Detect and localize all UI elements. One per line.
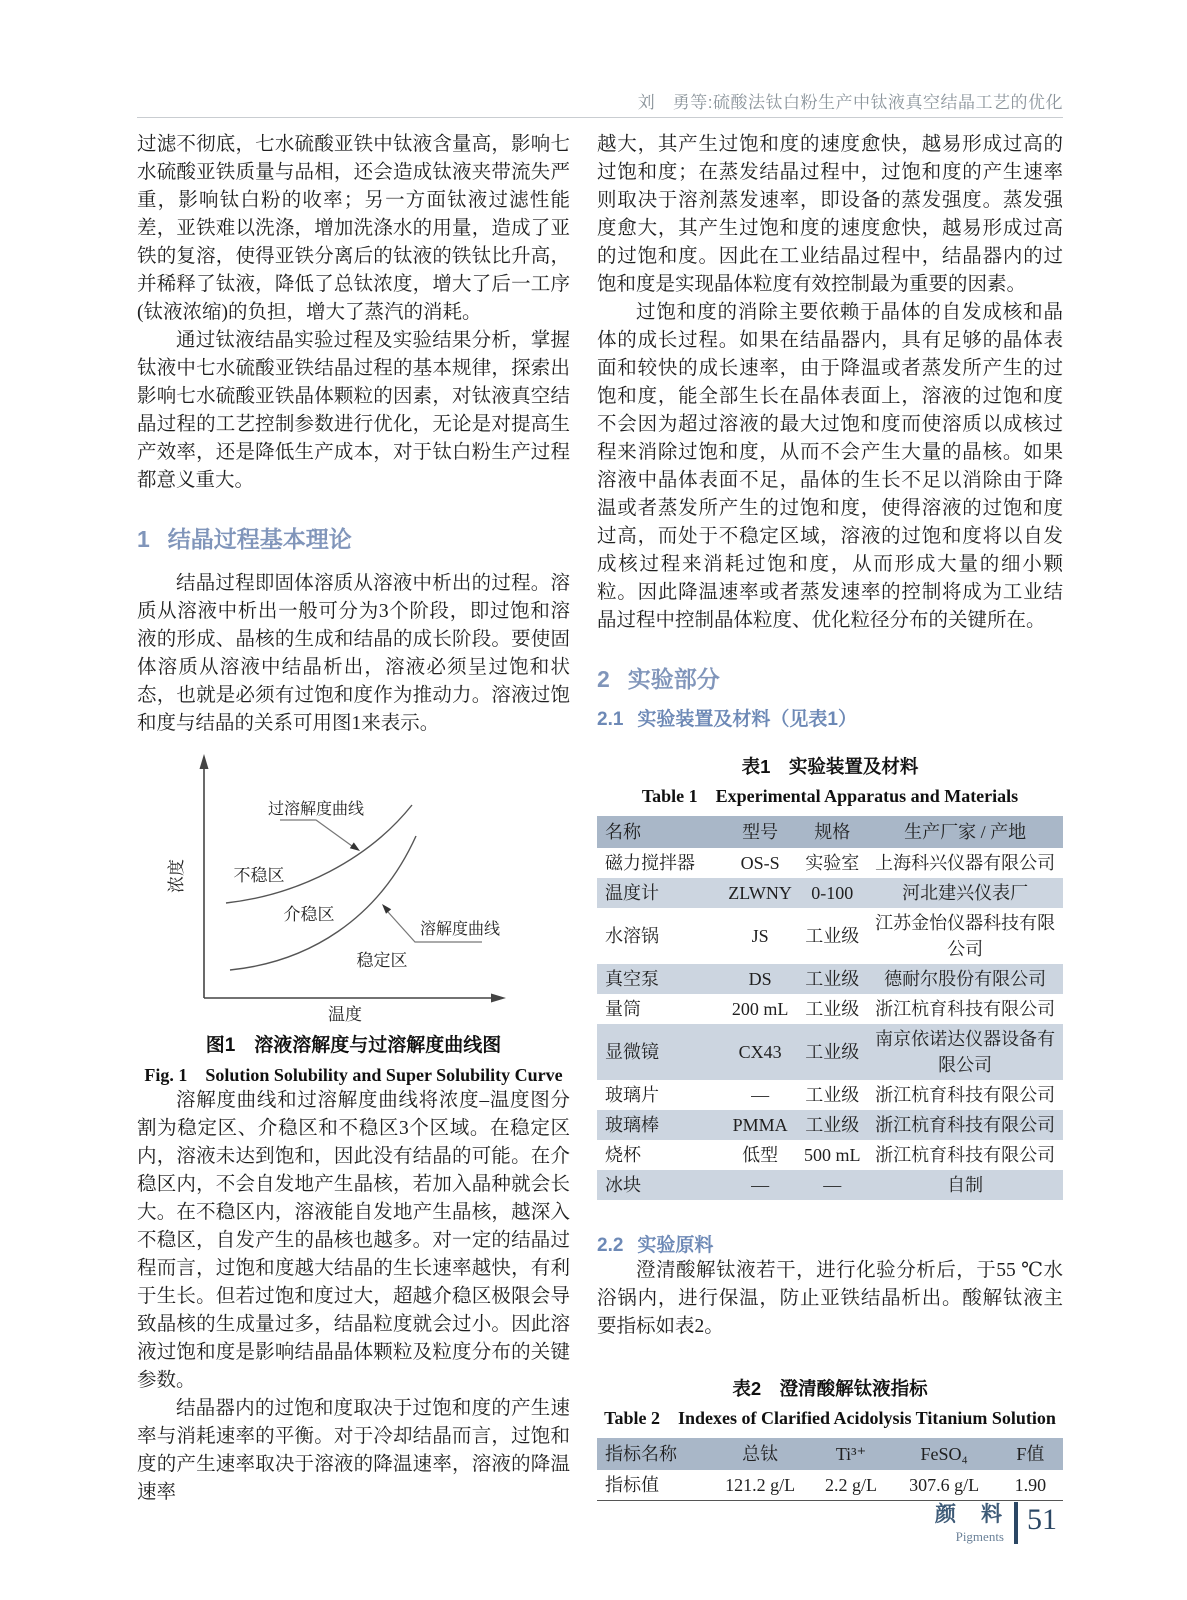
table-cell: 工业级 bbox=[805, 999, 860, 1019]
table-header-row bbox=[597, 816, 1063, 848]
column-header: 总钛 bbox=[709, 1438, 812, 1470]
table-cell: 0-100 bbox=[811, 883, 854, 903]
section-number: 1 bbox=[137, 526, 150, 552]
figure-1 bbox=[137, 748, 570, 1087]
column-header: 生产厂家 / 产地 bbox=[867, 816, 1063, 848]
column-header: FeSO₄ bbox=[891, 1438, 998, 1470]
journal-name-block bbox=[935, 1498, 1004, 1547]
table-2-caption bbox=[597, 1375, 1063, 1430]
table-cell: PMMA bbox=[732, 1115, 788, 1135]
table-cell: 玻璃棒 bbox=[605, 1115, 659, 1135]
x-axis-label: 温度 bbox=[327, 1005, 362, 1024]
table-row bbox=[597, 1170, 1063, 1200]
table-row bbox=[597, 1470, 1063, 1501]
table-row bbox=[597, 1140, 1063, 1170]
table-cell: — bbox=[751, 1085, 770, 1105]
table-cell: 温度计 bbox=[605, 883, 659, 903]
table-cell: 真空泵 bbox=[605, 969, 659, 989]
x-axis-arrow bbox=[491, 994, 506, 1003]
table-row bbox=[597, 878, 1063, 908]
column-header: 指标名称 bbox=[597, 1438, 709, 1470]
leader-arrow bbox=[382, 904, 391, 914]
table-cell: 上海科兴仪器有限公司 bbox=[875, 853, 1056, 873]
table-1-caption bbox=[597, 753, 1063, 808]
table-caption-en: Table 1 Experimental Apparatus and Materials bbox=[641, 786, 1019, 806]
table-cell: 307.6 g/L bbox=[909, 1475, 980, 1495]
table-row bbox=[597, 848, 1063, 878]
table-cell: 江苏金怡仪器科技有限公司 bbox=[875, 913, 1056, 959]
column-header: 名称 bbox=[597, 816, 723, 848]
table-cell: 1.90 bbox=[1014, 1475, 1047, 1495]
leader-arrow bbox=[349, 842, 359, 851]
table-cell: — bbox=[823, 1175, 842, 1195]
table-cell: 浙江杭育科技有限公司 bbox=[875, 999, 1056, 1019]
super-solubility-curve-label: 过溶解度曲线 bbox=[267, 801, 364, 818]
table-row bbox=[597, 1110, 1063, 1140]
paragraph: 过饱和度的消除主要依赖于晶体的自发成核和晶体的成长过程。如果在结晶器内，具有足够的晶体表面和较快的成长速率，由于降温或者蒸发所产生的过饱和度，能全部生长在晶体表面上，溶液的过饱和度不会因为超过溶液的最大过饱和度而使溶质以成核过程来消除过饱和度，从而不会产生大量的晶核。如果溶液中晶体表面不足，晶体的生长不足以消除由于降温或者蒸发所产生的过饱和度，使得溶液的过饱和度过高，而处于不稳定区域，溶液的过饱和度将以自发成核过程来消耗过饱和度，从而形成大量的细小颗粒。因此降温速率或者蒸发速率的控制将成为工业结晶过程中控制晶体粒度、优化粒径分布的关键所在。 bbox=[597, 302, 1063, 631]
table-cell: 工业级 bbox=[805, 1115, 860, 1135]
paragraph: 通过钛液结晶实验过程及实验结果分析，掌握钛液中七水硫酸亚铁结晶过程的基本规律，探索出影响七水硫酸亚铁晶体颗粒的因素，对钛液真空结晶过程的工艺控制参数进行优化，无论是对提高生产效率，还是降低生产成本，对于钛白粉生产过程都意义重大。 bbox=[137, 330, 570, 491]
table-cell: 玻璃片 bbox=[605, 1085, 659, 1105]
table-1 bbox=[597, 816, 1063, 1200]
page-footer bbox=[935, 1498, 1057, 1547]
table-cell: 工业级 bbox=[805, 926, 860, 946]
column-header: 规格 bbox=[797, 816, 867, 848]
table-cell: 冰块 bbox=[605, 1175, 641, 1195]
table-row bbox=[597, 908, 1063, 964]
table-cell: JS bbox=[751, 926, 769, 946]
section-title: 实验原料 bbox=[637, 1235, 714, 1256]
figure-caption-zh: 图1 溶液溶解度与过溶解度曲线图 bbox=[205, 1035, 502, 1056]
table-cell: 低型 bbox=[742, 1145, 779, 1165]
paragraph: 澄清酸解钛液若干，进行化验分析后，于55 ℃水浴锅内，进行保温，防止亚铁结晶析出。酸解钛液主要指标如表2。 bbox=[597, 1260, 1063, 1337]
column-header: Ti³⁺ bbox=[811, 1438, 890, 1470]
journal-name-zh: 颜 料 bbox=[935, 1503, 1004, 1526]
table-cell: 自制 bbox=[947, 1175, 984, 1195]
paragraph: 结晶器内的过饱和度取决于过饱和度的产生速率与消耗速率的平衡。对于冷却结晶而言，过饱和度的产生速率取决于溶液的降温速率，溶液的降温速率 bbox=[137, 1398, 570, 1503]
table-cell: DS bbox=[748, 969, 772, 989]
table-cell: 工业级 bbox=[805, 1085, 860, 1105]
section-heading-1 bbox=[137, 521, 570, 554]
table-cell: CX43 bbox=[738, 1042, 782, 1062]
paragraph: 越大，其产生过饱和度的速度愈快，越易形成过高的过饱和度；在蒸发结晶过程中，过饱和度的产生速率则取决于溶剂蒸发速率，即设备的蒸发强度。蒸发强度愈大，其产生过饱和度的速度愈快，越易形成过高的过饱和度。因此在工业结晶过程中，结晶器内的过饱和度是实现晶体粒度有效控制最为重要的因素。 bbox=[597, 134, 1063, 295]
page-number: 51 bbox=[1027, 1502, 1057, 1536]
table-cell: 200 mL bbox=[731, 999, 789, 1019]
table-cell: 工业级 bbox=[805, 1042, 860, 1062]
table-caption-zh: 表2 澄清酸解钛液指标 bbox=[732, 1378, 928, 1399]
header-rule bbox=[137, 117, 1063, 118]
table-cell: 水溶锅 bbox=[605, 926, 659, 946]
table-cell: 500 mL bbox=[804, 1145, 861, 1165]
table-cell: 工业级 bbox=[805, 969, 860, 989]
table-row bbox=[597, 1024, 1063, 1080]
table-header-row bbox=[597, 1438, 1063, 1470]
table-cell: 指标值 bbox=[605, 1475, 659, 1495]
table-cell: 显微镜 bbox=[605, 1042, 659, 1062]
solubility-curve bbox=[230, 836, 416, 970]
table-cell: 德耐尔股份有限公司 bbox=[884, 969, 1047, 989]
y-axis-label: 浓度 bbox=[166, 859, 186, 893]
table-cell: 烧杯 bbox=[605, 1145, 641, 1165]
journal-name-en: Pigments bbox=[955, 1529, 1004, 1544]
column-header: 型号 bbox=[723, 816, 798, 848]
table-cell: 南京依诺达仪器设备有限公司 bbox=[875, 1029, 1056, 1075]
table-cell: 浙江杭育科技有限公司 bbox=[875, 1085, 1056, 1105]
figure-caption-en: Fig. 1 Solution Solubility and Super Solubility Curve bbox=[144, 1065, 563, 1085]
table-cell: 浙江杭育科技有限公司 bbox=[875, 1145, 1056, 1165]
column-header: F值 bbox=[998, 1438, 1063, 1470]
table-cell: OS-S bbox=[740, 853, 780, 873]
section-title: 结晶过程基本理论 bbox=[167, 526, 352, 552]
section-heading-2 bbox=[597, 661, 1063, 694]
paragraph: 结晶过程即固体溶质从溶液中析出的过程。溶质从溶液中析出一般可分为3个阶段，即过饱和溶液的形成、晶核的生成和结晶的成长阶段。要使固体溶质从溶液中结晶析出，溶液必须呈过饱和状态，也就是必须有过饱和度作为推动力。溶液过饱和度与结晶的关系可用图1来表示。 bbox=[137, 573, 570, 734]
solubility-curve-label: 溶解度曲线 bbox=[419, 921, 500, 938]
right-column bbox=[597, 131, 1063, 1507]
table-cell: 浙江杭育科技有限公司 bbox=[875, 1115, 1056, 1135]
table-row bbox=[597, 1080, 1063, 1110]
two-column-body bbox=[137, 131, 1063, 1507]
table-cell: — bbox=[751, 1175, 770, 1195]
table-row bbox=[597, 964, 1063, 994]
section-number: 2.2 bbox=[597, 1235, 624, 1256]
table-row bbox=[597, 994, 1063, 1024]
table-cell: 磁力搅拌器 bbox=[605, 853, 695, 873]
section-number: 2 bbox=[597, 666, 610, 692]
section-heading-2-2 bbox=[597, 1230, 1063, 1257]
solubility-diagram bbox=[138, 748, 570, 1028]
region-unstable-label: 不稳区 bbox=[233, 866, 284, 885]
table-cell: 量筒 bbox=[605, 999, 641, 1019]
section-title: 实验装置及材料（见表1） bbox=[637, 709, 857, 730]
region-stable-label: 稳定区 bbox=[356, 951, 407, 970]
section-title: 实验部分 bbox=[627, 666, 720, 692]
table-cell: ZLWNY bbox=[728, 883, 792, 903]
region-metastable-label: 介稳区 bbox=[283, 905, 334, 924]
section-heading-2-1 bbox=[597, 704, 1063, 731]
paragraph: 溶解度曲线和过溶解度曲线将浓度–温度图分割为稳定区、介稳区和不稳区3个区域。在稳定区内，溶液未达到饱和，因此没有结晶的可能。在介稳区内，不会自发地产生晶核，若加入晶种就会长大。在不稳区内，溶液能自发地产生晶核，越深入不稳区，自发产生的晶核也越多。对一定的结晶过程而言，过饱和度越大结晶的生长速率越快，有利于生长。但若过饱和度过大，超越介稳区极限会导致晶核的生成量过多，结晶粒度就会过小。因此溶液过饱和度是影响结晶晶体颗粒及粒度分布的关键参数。 bbox=[137, 1090, 570, 1391]
table-cell: 实验室 bbox=[805, 853, 860, 873]
y-axis-arrow bbox=[199, 754, 208, 769]
section-number: 2.1 bbox=[597, 709, 624, 730]
table-cell: 121.2 g/L bbox=[725, 1475, 796, 1495]
footer-divider-bar bbox=[1014, 1502, 1018, 1544]
table-2 bbox=[597, 1438, 1063, 1501]
table-cell: 河北建兴仪表厂 bbox=[902, 883, 1029, 903]
running-title: 刘 勇等:硫酸法钛白粉生产中钛液真空结晶工艺的优化 bbox=[637, 93, 1063, 112]
table-caption-en: Table 2 Indexes of Clarified Acidolysis Titanium Solution bbox=[604, 1408, 1056, 1428]
paragraph: 过滤不彻底，七水硫酸亚铁中钛液含量高，影响七水硫酸亚铁质量与品相，还会造成钛液夹带流失严重，影响钛白粉的收率；另一方面钛液过滤性能差，亚铁难以洗涤，增加洗涤水的用量，造成了亚铁的复溶，使得亚铁分离后的钛液的铁钛比升高，并稀释了钛液，降低了总钛浓度，增大了后一工序(钛液浓缩)的负担，增大了蒸汽的消耗。 bbox=[137, 134, 570, 323]
table-caption-zh: 表1 实验装置及材料 bbox=[741, 756, 919, 777]
left-column bbox=[137, 131, 570, 1507]
table-cell: 2.2 g/L bbox=[824, 1475, 877, 1495]
